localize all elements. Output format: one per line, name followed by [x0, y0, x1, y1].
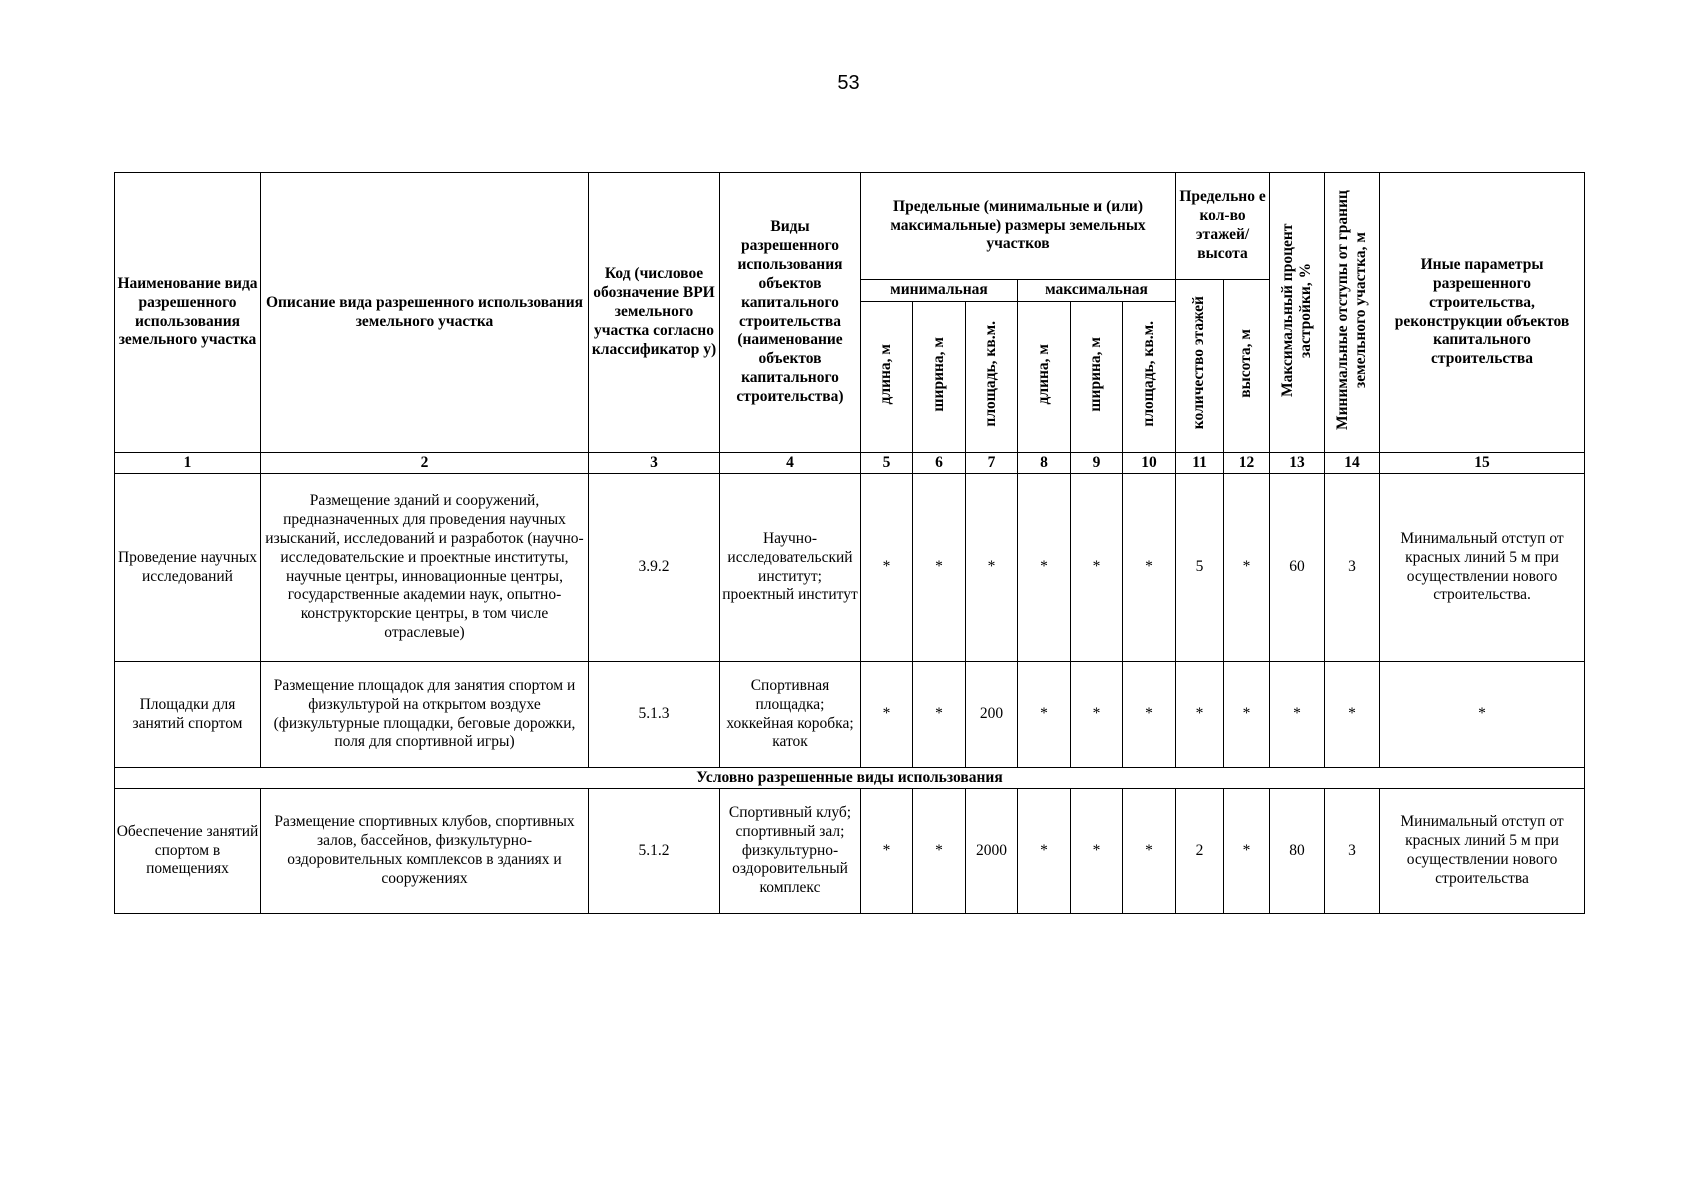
cell-min-setback: 3: [1325, 474, 1380, 662]
header-min-length-text: длина, м: [877, 343, 895, 405]
header-min-group: минимальная: [861, 280, 1018, 302]
cell-max-length: *: [1018, 474, 1071, 662]
header-min-width-text: ширина, м: [929, 336, 947, 412]
cell-name: Обеспечение занятий спортом в помещениях: [115, 789, 261, 914]
cell-other: Минимальный отступ от красных линий 5 м при осуществлении нового строительства: [1380, 789, 1585, 914]
column-number: 11: [1176, 453, 1224, 474]
cell-floors: 5: [1176, 474, 1224, 662]
header-code: Код (числовое обозначение ВРИ земельного участка согласно классификатор у): [589, 173, 720, 453]
table-row: [115, 662, 1585, 768]
cell-floors: 2: [1176, 789, 1224, 914]
header-other-params: Иные параметры разрешенного строительства, реконструкции объектов капитального строительства: [1380, 173, 1585, 453]
cell-max-percent: 60: [1270, 474, 1325, 662]
header-objects: Виды разрешенного использования объектов капитального строительства (наименование объектов капитального строительства): [720, 173, 861, 453]
header-floors-text: количество этажей: [1190, 296, 1208, 430]
cell-name: Проведение научных исследований: [115, 474, 261, 662]
cell-description: Размещение спортивных клубов, спортивных залов, бассейнов, физкультурно-оздоровительных комплексов в зданиях и сооружениях: [261, 789, 589, 914]
cell-min-length: *: [861, 789, 913, 914]
column-number: 10: [1123, 453, 1176, 474]
column-number: 12: [1224, 453, 1270, 474]
column-number: 8: [1018, 453, 1071, 474]
header-floors-group: Предельно е кол-во этажей/ высота: [1176, 173, 1270, 280]
cell-description: Размещение площадок для занятия спортом и физкультурой на открытом воздухе (физкультурные площадки, беговые дорожки, поля для спортивной игры): [261, 662, 589, 768]
header-height: [1224, 280, 1270, 453]
cell-max-width: *: [1071, 789, 1123, 914]
cell-min-area: 200: [966, 662, 1018, 768]
cell-code: 5.1.3: [589, 662, 720, 768]
header-min-setback-text: Минимальные отступы от границ земельного участка, м: [1334, 189, 1370, 430]
cell-max-area: *: [1123, 789, 1176, 914]
header-max-percent-text: Максимальный процент застройки, %: [1279, 222, 1315, 397]
cell-min-length: *: [861, 662, 913, 768]
header-limits-group: Предельные (минимальные и (или) максимальные) размеры земельных участков: [861, 173, 1176, 280]
cell-name: Площадки для занятий спортом: [115, 662, 261, 768]
column-number: 6: [913, 453, 966, 474]
header-min-length: [861, 302, 913, 453]
land-use-table: [114, 172, 1585, 914]
column-number: 15: [1380, 453, 1585, 474]
header-max-percent: [1270, 173, 1325, 453]
header-min-setback: [1325, 173, 1380, 453]
cell-min-setback: 3: [1325, 789, 1380, 914]
column-number: 13: [1270, 453, 1325, 474]
column-number: 4: [720, 453, 861, 474]
cell-max-width: *: [1071, 662, 1123, 768]
header-max-area-text: площадь, кв.м.: [1139, 321, 1157, 427]
header-max-length-text: длина, м: [1034, 343, 1052, 405]
column-number: 1: [115, 453, 261, 474]
header-max-width-text: ширина, м: [1087, 336, 1105, 412]
table-row: [115, 474, 1585, 662]
header-height-text: высота, м: [1237, 328, 1255, 398]
cell-min-area: 2000: [966, 789, 1018, 914]
cell-max-percent: *: [1270, 662, 1325, 768]
header-min-area: [966, 302, 1018, 453]
cell-objects: Спортивный клуб; спортивный зал; физкультурно-оздоровительный комплекс: [720, 789, 861, 914]
cell-code: 3.9.2: [589, 474, 720, 662]
section-title: Условно разрешенные виды использования: [115, 768, 1585, 789]
cell-code: 5.1.2: [589, 789, 720, 914]
section-row: [115, 768, 1585, 789]
header-floors: [1176, 280, 1224, 453]
cell-max-area: *: [1123, 662, 1176, 768]
cell-max-width: *: [1071, 474, 1123, 662]
column-number: 2: [261, 453, 589, 474]
cell-description: Размещение зданий и сооружений, предназначенных для проведения научных изысканий, исследований и разработок (научно-исследовательские и проектные институты, научные центры, инновационные центры, государственные академии наук, опытно-конструкторские центры, в том числе отраслевые): [261, 474, 589, 662]
column-number: 9: [1071, 453, 1123, 474]
cell-height: *: [1224, 789, 1270, 914]
cell-max-length: *: [1018, 789, 1071, 914]
header-min-width: [913, 302, 966, 453]
cell-min-width: *: [913, 662, 966, 768]
header-max-width: [1071, 302, 1123, 453]
column-number: 7: [966, 453, 1018, 474]
header-max-group: максимальная: [1018, 280, 1176, 302]
header-description: Описание вида разрешенного использования земельного участка: [261, 173, 589, 453]
cell-min-length: *: [861, 474, 913, 662]
cell-min-area: *: [966, 474, 1018, 662]
cell-max-percent: 80: [1270, 789, 1325, 914]
cell-objects: Научно-исследовательский институт; проектный институт: [720, 474, 861, 662]
cell-min-width: *: [913, 474, 966, 662]
page-number: 53: [837, 72, 860, 94]
column-number: 3: [589, 453, 720, 474]
cell-objects: Спортивная площадка; хоккейная коробка; каток: [720, 662, 861, 768]
header-max-length: [1018, 302, 1071, 453]
header-max-area: [1123, 302, 1176, 453]
column-number: 14: [1325, 453, 1380, 474]
cell-min-setback: *: [1325, 662, 1380, 768]
cell-max-length: *: [1018, 662, 1071, 768]
cell-floors: *: [1176, 662, 1224, 768]
column-numbers-row: [115, 453, 1585, 474]
cell-min-width: *: [913, 789, 966, 914]
header-name: Наименование вида разрешенного использования земельного участка: [115, 173, 261, 453]
column-number: 5: [861, 453, 913, 474]
cell-other: Минимальный отступ от красных линий 5 м при осуществлении нового строительства.: [1380, 474, 1585, 662]
cell-max-area: *: [1123, 474, 1176, 662]
cell-height: *: [1224, 474, 1270, 662]
table-row: [115, 789, 1585, 914]
cell-height: *: [1224, 662, 1270, 768]
header-min-area-text: площадь, кв.м.: [982, 321, 1000, 427]
cell-other: *: [1380, 662, 1585, 768]
